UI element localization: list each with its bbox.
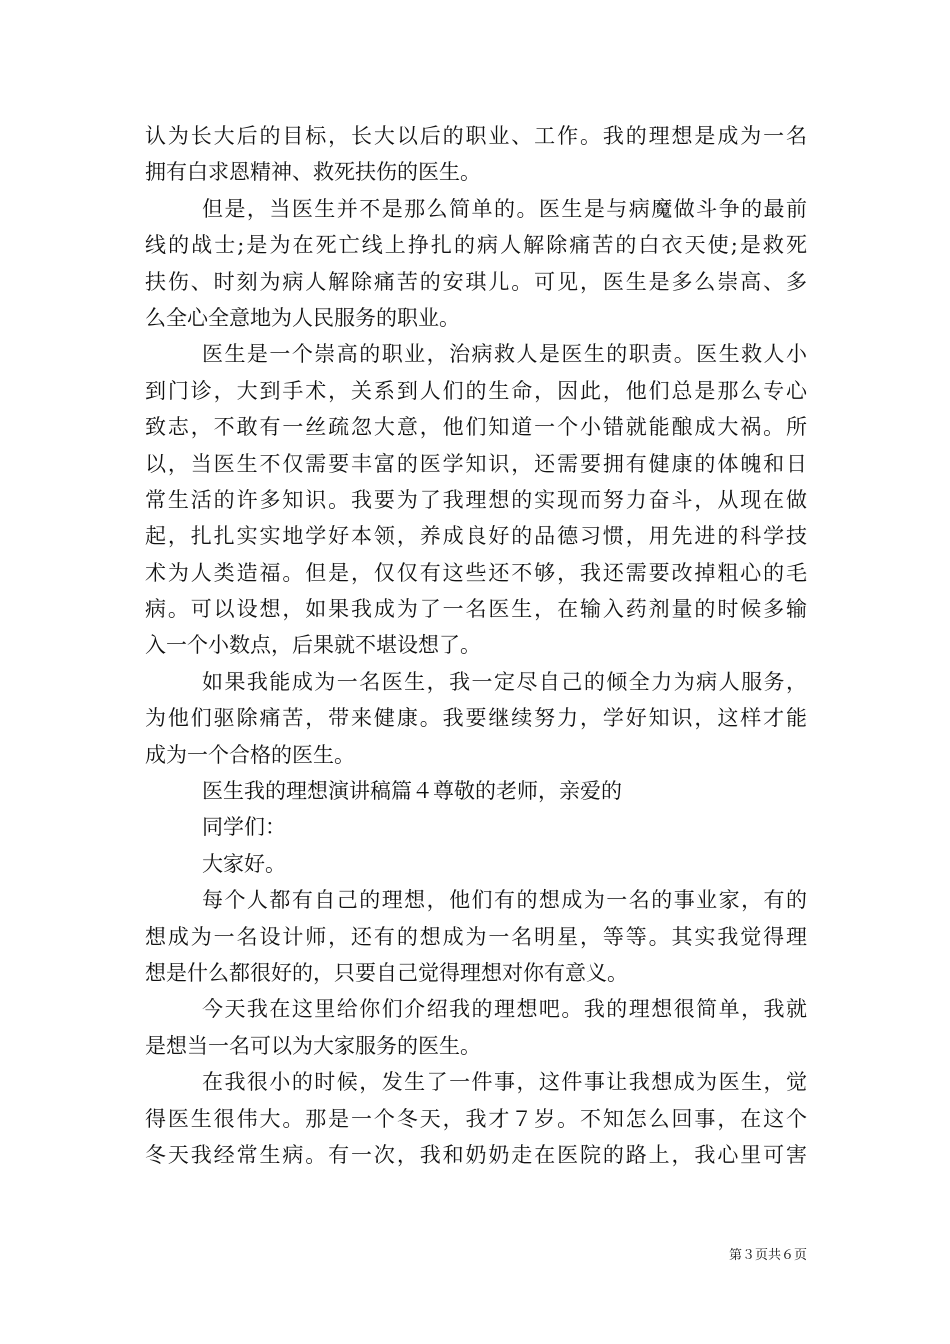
text-line: 致志，不敢有一丝疏忽大意，他们知道一个小错就能酿成大祸。所 bbox=[145, 415, 807, 440]
text-line: 如果我能成为一名医生，我一定尽自己的倾全力为病人服务， bbox=[202, 669, 807, 694]
text-line: 以，当医生不仅需要丰富的医学知识，还需要拥有健康的体魄和日 bbox=[145, 451, 807, 476]
text-line: 常生活的许多知识。我要为了我理想的实现而努力奋斗，从现在做 bbox=[145, 487, 807, 512]
text-line: 得医生很伟大。那是一个冬天，我才７岁。不知怎么回事，在这个 bbox=[145, 1106, 807, 1131]
text-line: 入一个小数点，后果就不堪设想了。 bbox=[145, 633, 481, 658]
text-line: 拥有白求恩精神、救死扶伤的医生。 bbox=[145, 160, 481, 185]
text-line: 在我很小的时候，发生了一件事，这件事让我想成为医生，觉 bbox=[202, 1070, 807, 1095]
text-line: 扶伤、时刻为病人解除痛苦的安琪儿。可见，医生是多么崇高、多 bbox=[145, 269, 807, 294]
text-line: 想成为一名设计师，还有的想成为一名明星，等等。其实我觉得理 bbox=[145, 924, 807, 949]
page-number-footer: 第３页共６页 bbox=[728, 1248, 807, 1263]
text-line: 每个人都有自己的理想，他们有的想成为一名的事业家，有的 bbox=[202, 888, 807, 913]
text-line: 为他们驱除痛苦，带来健康。我要继续努力，学好知识，这样才能 bbox=[145, 706, 807, 731]
text-line: 今天我在这里给你们介绍我的理想吧。我的理想很简单，我就 bbox=[202, 997, 807, 1022]
text-line: 么全心全意地为人民服务的职业。 bbox=[145, 305, 460, 330]
document-body bbox=[145, 118, 807, 1173]
text-line: 想是什么都很好的，只要自己觉得理想对你有意义。 bbox=[145, 960, 628, 985]
text-line: 成为一个合格的医生。 bbox=[145, 742, 355, 767]
text-line: 冬天我经常生病。有一次，我和奶奶走在医院的路上，我心里可害 bbox=[145, 1142, 807, 1167]
text-line: 大家好。 bbox=[202, 851, 286, 876]
text-line: 但是，当医生并不是那么简单的。医生是与病魔做斗争的最前 bbox=[202, 196, 807, 221]
text-line: 同学们： bbox=[202, 815, 286, 840]
text-line: 术为人类造福。但是，仅仅有这些还不够，我还需要改掉粗心的毛 bbox=[145, 560, 807, 585]
text-line: 起，扎扎实实地学好本领，养成良好的品德习惯，用先进的科学技 bbox=[145, 524, 807, 549]
text-line: 病。可以设想，如果我成为了一名医生，在输入药剂量的时候多输 bbox=[145, 597, 807, 622]
text-line: 认为长大后的目标，长大以后的职业、工作。我的理想是成为一名 bbox=[145, 124, 807, 148]
text-line: 线的战士;是为在死亡线上挣扎的病人解除痛苦的白衣天使;是救死 bbox=[145, 233, 807, 258]
text-line: 是想当一名可以为大家服务的医生。 bbox=[145, 1033, 481, 1058]
text-line: 医生是一个崇高的职业，治病救人是医生的职责。医生救人小 bbox=[202, 342, 807, 367]
text-line: 到门诊，大到手术，关系到人们的生命，因此，他们总是那么专心 bbox=[145, 378, 807, 403]
text-line: 医生我的理想演讲稿篇４尊敬的老师，亲爱的 bbox=[202, 779, 622, 804]
